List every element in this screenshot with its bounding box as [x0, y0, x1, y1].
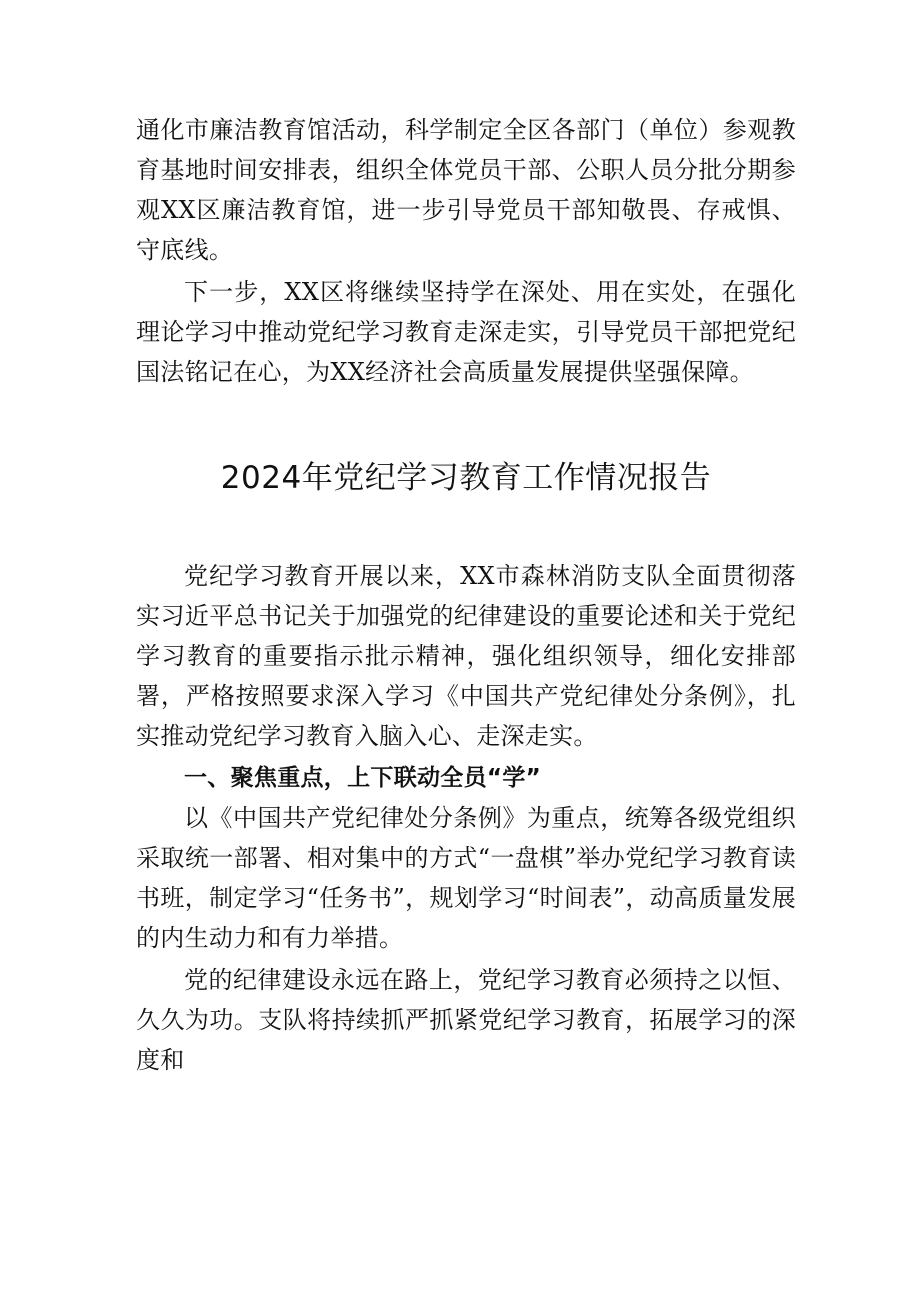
section-heading-1: 一、聚焦重点，上下联动全员“学” — [184, 765, 542, 791]
intro-paragraph-2: 下一步，XX区将继续坚持学在深处、用在实处，在强化理论学习中推动党纪学习教育走深走实，引导党员干部把党纪国法铭记在心，为XX经济社会高质量发展提供坚强保障。 — [136, 278, 796, 386]
section-1-paragraph-1: 以《中国共产党纪律处分条例》为重点，统筹各级党组织采取统一部署、相对集中的方式“一盘棋”举办党纪学习教育读书班，制定学习“任务书”，规划学习“时间表”，动高质量发展的内生动力和有力举措。 — [136, 804, 796, 952]
intro-paragraph-1: 通化市廉洁教育馆活动，科学制定全区各部门（单位）参观教育基地时间安排表，组织全体党员干部、公职人员分批分期参观XX区廉洁教育馆，进一步引导党员干部知敬畏、存戒惧、守底线。 — [136, 116, 796, 264]
document-title: 2024年党纪学习教育工作情况报告 — [220, 460, 712, 496]
section-1-paragraph-2: 党的纪律建设永远在路上，党纪学习教育必须持之以恒、久久为功。支队将持续抓严抓紧党纪学习教育，拓展学习的深度和 — [136, 966, 796, 1074]
document-body — [136, 110, 796, 1080]
opening-paragraph: 党纪学习教育开展以来，XX市森林消防支队全面贯彻落实习近平总书记关于加强党的纪律建设的重要论述和关于党纪学习教育的重要指示批示精神，强化组织领导，细化安排部署，严格按照要求深入学习《中国共产党纪律处分条例》，扎实推动党纪学习教育入脑入心、走深走实。 — [136, 562, 796, 750]
